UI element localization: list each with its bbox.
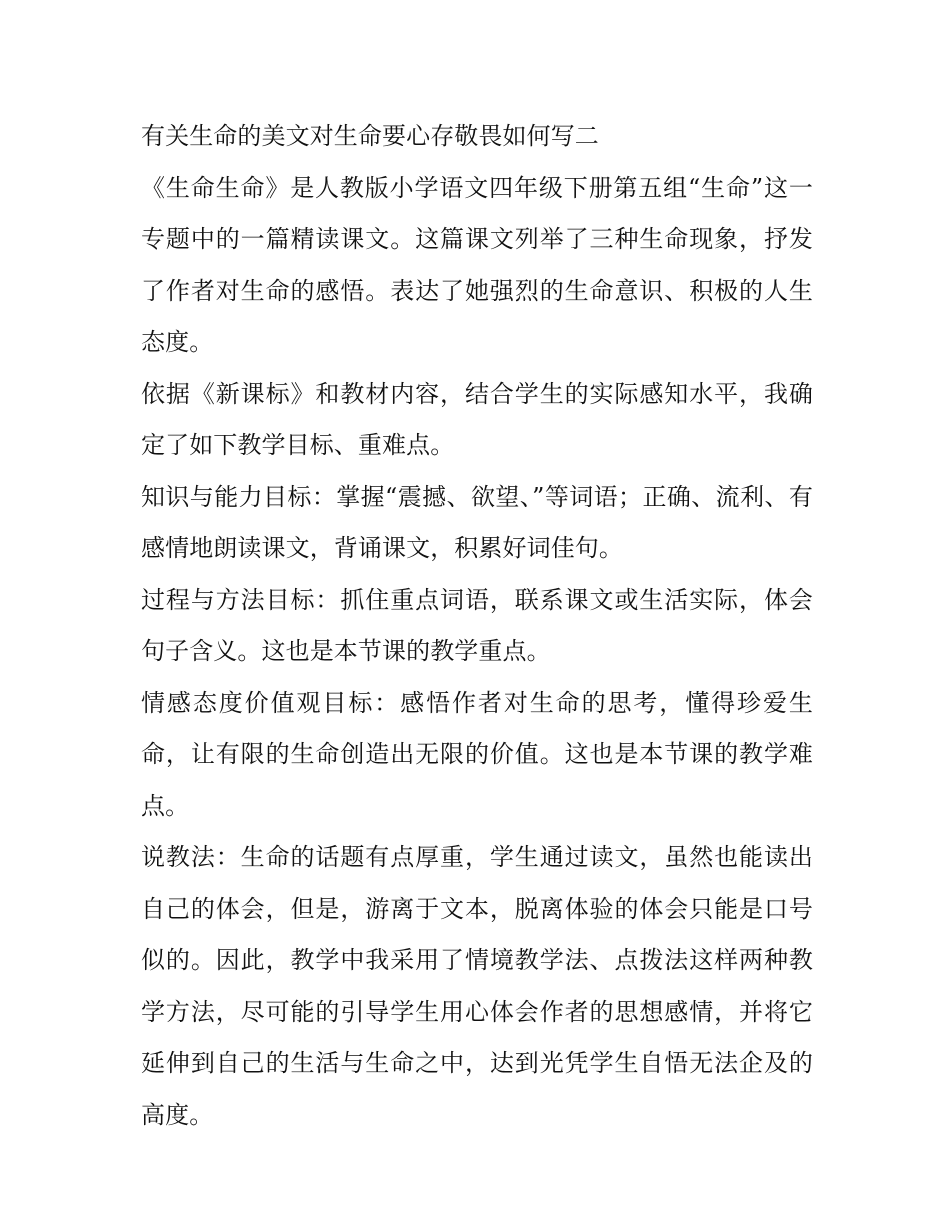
document-body [141,111,813,1141]
paragraph-process-goal: 过程与方法目标：抓住重点词语，联系课文或生活实际，体会句子含义。这也是本节课的教学重点。 [141,585,813,665]
paragraph-objectives-basis: 依据《新课标》和教材内容，结合学生的实际感知水平，我确定了如下教学目标、重难点。 [141,379,813,459]
paragraph-knowledge-goal: 知识与能力目标：掌握“震撼、欲望、”等词语；正确、流利、有感情地朗读课文，背诵课文，积累好词佳句。 [141,482,813,562]
paragraph-intro: 《生命生命》是人教版小学语文四年级下册第五组“生命”这一专题中的一篇精读课文。这篇课文列举了三种生命现象，抒发了作者对生命的感悟。表达了她强烈的生命意识、积极的人生态度。 [141,173,813,356]
document-title: 有关生命的美文对生命要心存敬畏如何写二 [141,122,599,150]
paragraph-emotion-goal: 情感态度价值观目标：感悟作者对生命的思考，懂得珍爱生命，让有限的生命创造出无限的价值。这也是本节课的教学难点。 [141,688,813,820]
paragraph-teaching-method: 说教法：生命的话题有点厚重，学生通过读文，虽然也能读出自己的体会，但是，游离于文本，脱离体验的体会只能是口号似的。因此，教学中我采用了情境教学法、点拨法这样两种教学方法，尽可能的引导学生用心体会作者的思想感情，并将它延伸到自己的生活与生命之中，达到光凭学生自悟无法企及的高度。 [141,843,813,1129]
